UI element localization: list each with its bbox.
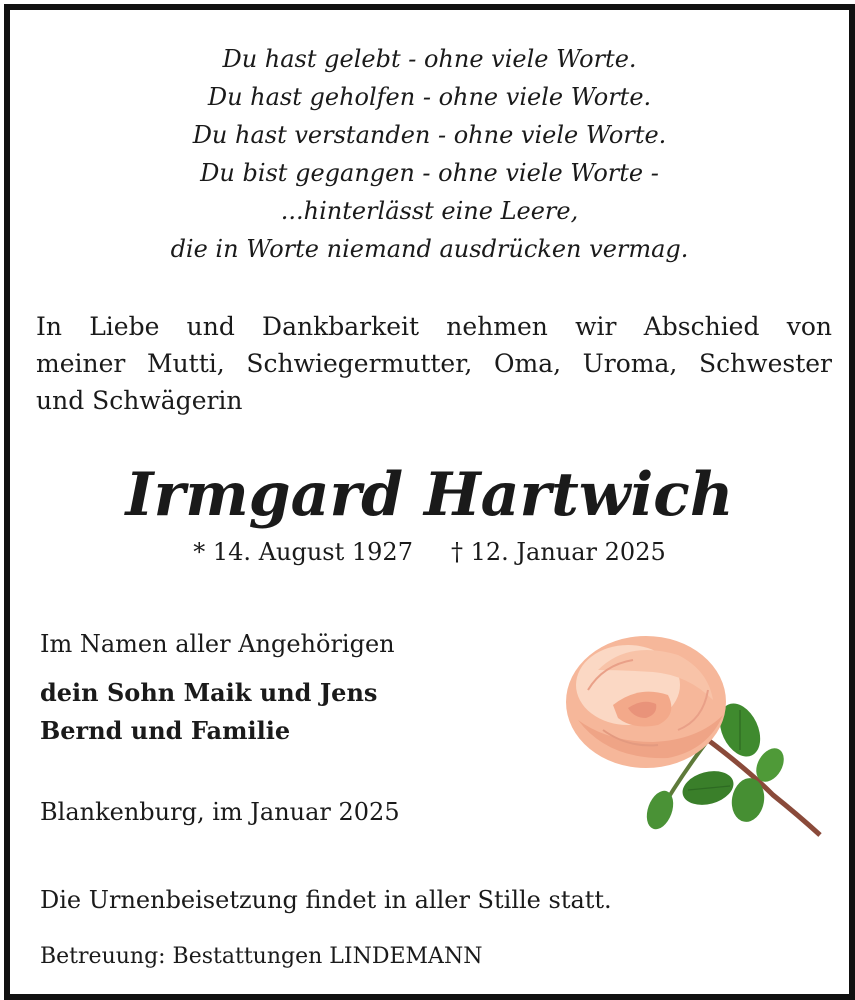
family-names <box>40 674 377 750</box>
family-intro: Im Namen aller Angehörigen <box>40 630 395 658</box>
poem-line: Du hast verstanden - ohne viele Worte. <box>192 121 667 149</box>
deceased-name: Irmgard Hartwich <box>125 460 734 530</box>
urn-note: Die Urnenbeisetzung findet in aller Stille statt. <box>40 886 612 914</box>
poem-line: Du hast gelebt - ohne viele Worte. <box>222 45 637 73</box>
death-date: † 12. Januar 2025 <box>450 538 666 566</box>
poem-line: die in Worte niemand ausdrücken vermag. <box>170 235 689 263</box>
farewell-line: In Liebe und Dankbarkeit nehmen wir Abschied von <box>36 312 832 341</box>
family-line: Bernd und Familie <box>40 716 291 745</box>
family-line: dein Sohn Maik und Jens <box>40 678 378 707</box>
birth-date: * 14. August 1927 <box>193 538 413 566</box>
farewell-text <box>36 308 832 419</box>
obituary-frame <box>4 4 855 1000</box>
life-dates <box>10 538 849 566</box>
farewell-line: meiner Mutti, Schwiegermutter, Oma, Uroma, Schwester <box>36 349 832 378</box>
farewell-line: und Schwägerin <box>36 386 243 415</box>
poem-line: Du bist gegangen - ohne viele Worte - <box>200 159 659 187</box>
poem-line: ...hinterlässt eine Leere, <box>280 197 579 225</box>
place-date: Blankenburg, im Januar 2025 <box>40 798 400 826</box>
poem <box>10 40 849 268</box>
funeral-home: Betreuung: Bestattungen LINDEMANN <box>40 944 483 969</box>
poem-line: Du hast geholfen - ohne viele Worte. <box>207 83 652 111</box>
rose-flower-icon <box>558 630 828 845</box>
